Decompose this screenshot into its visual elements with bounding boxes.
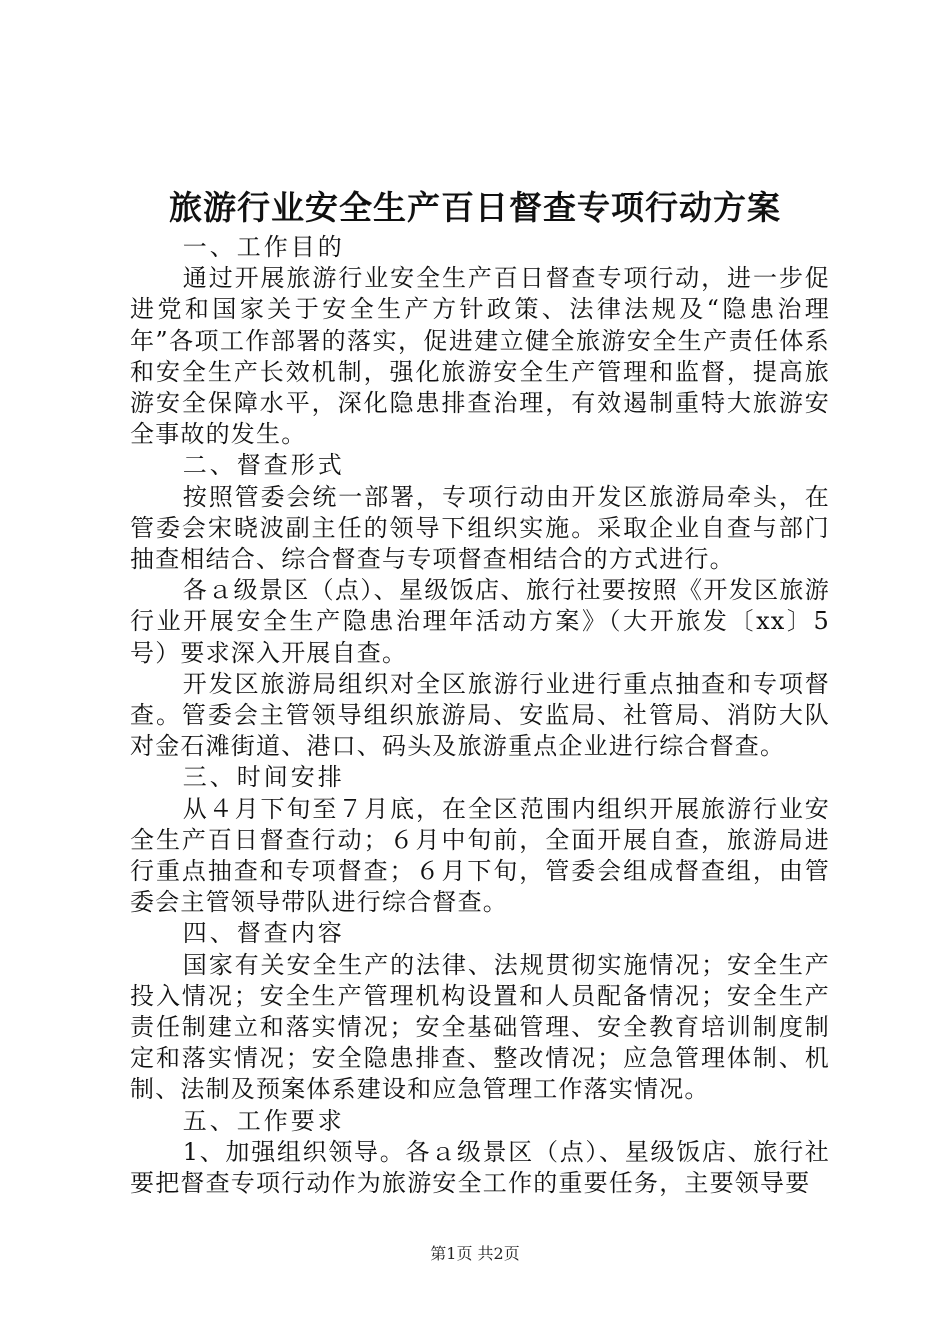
document-title: 旅游行业安全生产百日督查专项行动方案: [169, 188, 781, 227]
section-heading: 四、督查内容: [182, 919, 345, 948]
paragraph: 开发区旅游局组织对全区旅游行业进行重点抽查和专项督查。管委会主管领导组织旅游局、安监局、社管局、消防大队对金石滩街道、港口、码头及旅游重点企业进行综合督查。: [130, 669, 830, 761]
paragraph: 按照管委会统一部署，专项行动由开发区旅游局牵头，在管委会宋晓波副主任的领导下组织实施。采取企业自查与部门抽查相结合、综合督查与专项督查相结合的方式进行。: [130, 482, 830, 574]
paragraph: 通过开展旅游行业安全生产百日督查专项行动，进一步促进党和国家关于安全生产方针政策、法律法规及“隐患治理年”各项工作部署的落实，促进建立健全旅游安全生产责任体系和安全生产长效机制，强化旅游安全生产管理和监督，提高旅游安全保障水平，深化隐患排查治理，有效遏制重特大旅游安全事故的发生。: [130, 264, 830, 449]
paragraph: 1、加强组织领导。各ａ级景区（点）、星级饭店、旅行社要把督查专项行动作为旅游安全工作的重要任务，主要领导要: [130, 1137, 830, 1198]
document-body: [130, 232, 830, 1199]
page-footer: 第1页 共2页: [430, 1244, 520, 1263]
section-heading: 三、时间安排: [182, 763, 345, 792]
section-heading: 一、工作目的: [182, 233, 345, 261]
paragraph: 国家有关安全生产的法律、法规贯彻实施情况；安全生产投入情况；安全生产管理机构设置和人员配备情况；安全生产责任制建立和落实情况；安全基础管理、安全教育培训制度制定和落实情况；安全隐患排查、整改情况；应急管理体制、机制、法制及预案体系建设和应急管理工作落实情况。: [130, 950, 830, 1104]
section-heading: 二、督查形式: [182, 451, 345, 480]
section-heading: 五、工作要求: [182, 1106, 345, 1135]
paragraph: 各ａ级景区（点）、星级饭店、旅行社要按照《开发区旅游行业开展安全生产隐患治理年活动方案》（大开旅发〔xx〕5号）要求深入开展自查。: [130, 576, 830, 667]
paragraph: 从４月下旬至７月底，在全区范围内组织开展旅游行业安全生产百日督查行动；６月中旬前，全面开展自查，旅游局进行重点抽查和专项督查；６月下旬，管委会组成督查组，由管委会主管领导带队进行综合督查。: [130, 794, 830, 917]
